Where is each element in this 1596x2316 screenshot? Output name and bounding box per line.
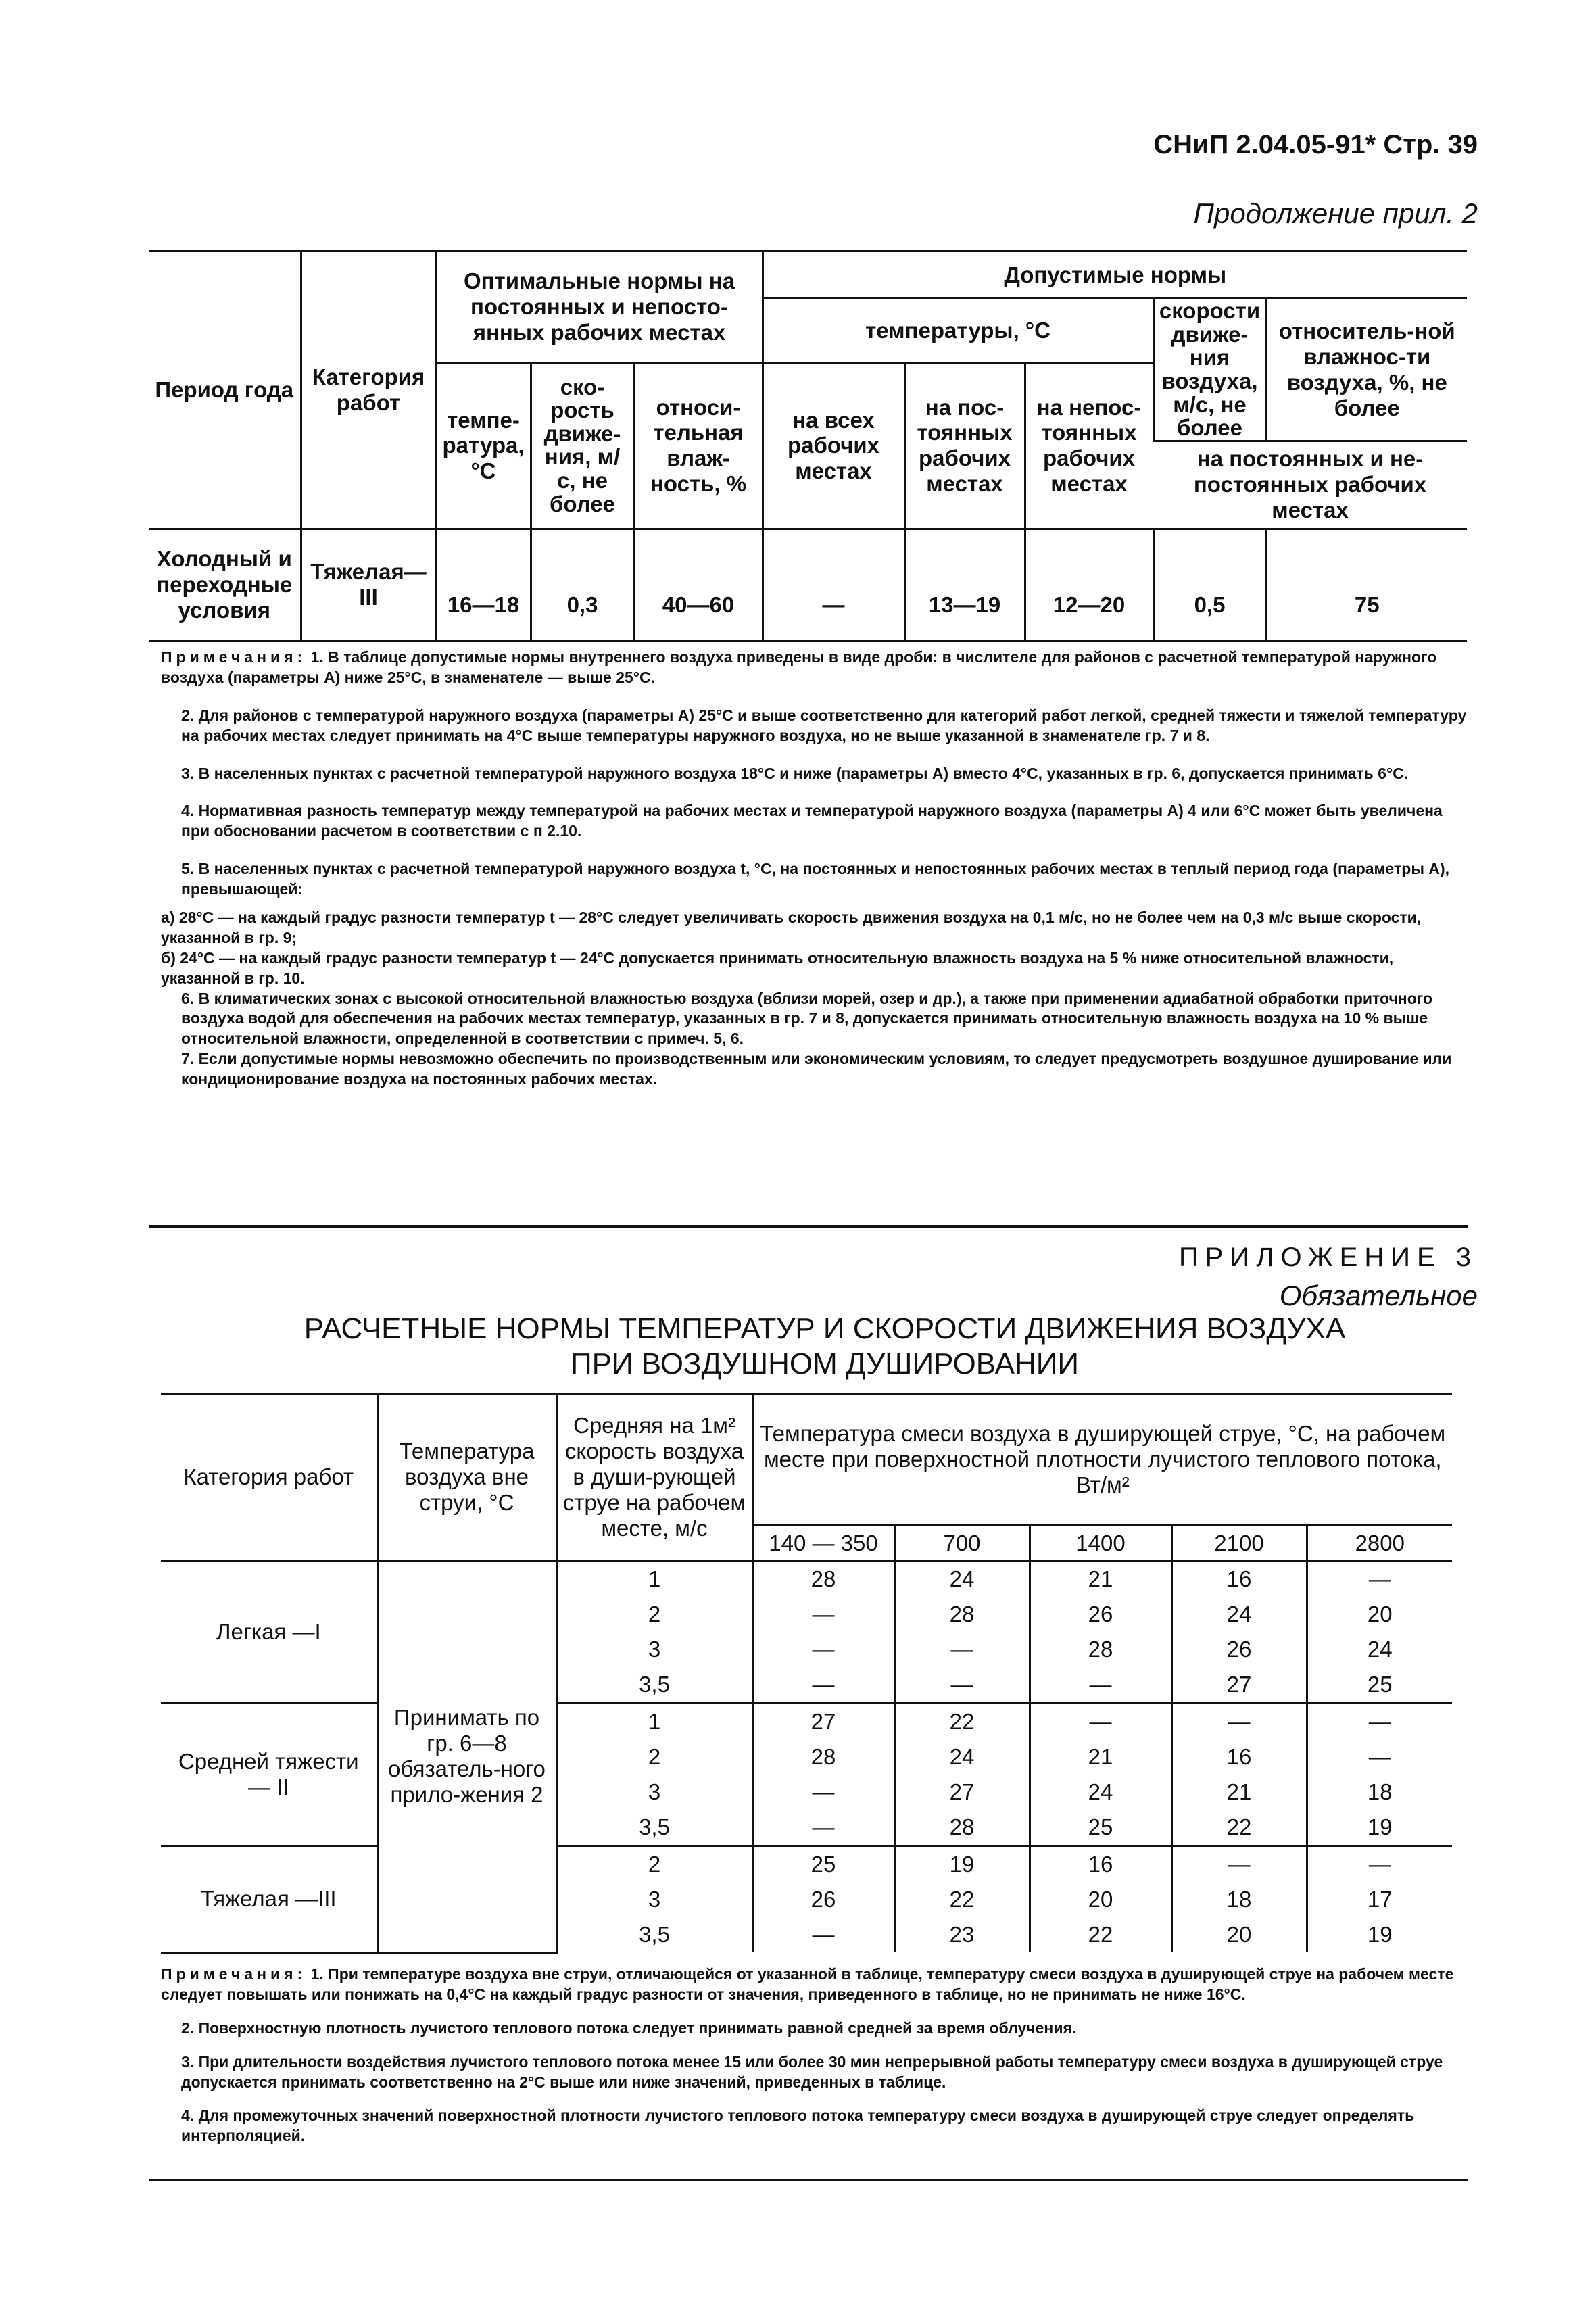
row-speed: 1: [556, 1561, 752, 1597]
row-value: —: [752, 1667, 894, 1704]
row-value: —: [1307, 1704, 1452, 1740]
row-value: 28: [1030, 1632, 1171, 1667]
row-temp-out: Принимать по гр. 6—8 обязатель-ного прило-жения 2: [377, 1561, 556, 1953]
row-value: 26: [1030, 1597, 1171, 1632]
table-row: [161, 1704, 1452, 1740]
head-const-nonconst: на постоянных и не-постоянных рабочих местах: [1153, 441, 1467, 529]
note-4: 4. Нормативная разность температур между температурой на рабочих местах и температурой наружного воздуха (параметры А) 4 или 6°С может быть увеличена при обосновании расчетом в соответствии с п 2.10.: [181, 802, 1443, 840]
row-value: 24: [1030, 1775, 1171, 1810]
row-value: 25: [1307, 1667, 1452, 1704]
row-temp-const: 13—19: [904, 529, 1025, 640]
head-temp-out: Температура воздуха вне струи, °С: [377, 1394, 556, 1561]
row-value: —: [752, 1810, 894, 1846]
row-speed: 3: [556, 1882, 752, 1917]
head-speed: Средняя на 1м² скорость воздуха в души-рующей струе на рабочем месте, м/с: [556, 1394, 752, 1561]
note-5a: а) 28°С — на каждый градус разности температур t — 28°С следует увеличивать скорость движения воздуха на 0,1 м/с, но не более чем на 0,3 м/с выше скорости, указанной в гр. 9;: [161, 909, 1422, 946]
row-value: —: [752, 1917, 894, 1952]
head-opt-temp: темпе-ратура, °С: [436, 363, 531, 529]
row-speed: 3,5: [556, 1917, 752, 1952]
row-value: 20: [1307, 1597, 1452, 1632]
row-value: 22: [894, 1704, 1030, 1740]
row-value: —: [1171, 1704, 1307, 1740]
notes-table1: [161, 648, 1469, 1090]
appendix-label: ПРИЛОЖЕНИЕ 3: [1179, 1243, 1478, 1272]
appendix-status: Обязательное: [1279, 1280, 1478, 1311]
appendix-title-line1: РАСЧЕТНЫЕ НОРМЫ ТЕМПЕРАТУР И СКОРОСТИ ДВИЖЕНИЯ ВОЗДУХА: [304, 1312, 1346, 1345]
head-mix-temp: Температура смеси воздуха в душирующей струе, °С, на рабочем месте при поверхностной плотности лучистого теплового потока, Вт/м²: [752, 1394, 1452, 1526]
row-value: 20: [1171, 1917, 1307, 1952]
row-value: 21: [1030, 1739, 1171, 1775]
head-allowed-speed: скорости движе-ния воздуха, м/с, не более: [1153, 299, 1266, 441]
row-value: —: [1307, 1561, 1452, 1597]
row-value: 18: [1307, 1775, 1452, 1810]
row-value: —: [752, 1597, 894, 1632]
continuation-label: Продолжение прил. 2: [1193, 197, 1478, 229]
row-speed: 3: [556, 1775, 752, 1810]
row-value: 22: [894, 1882, 1030, 1917]
row-category: Легкая —I: [161, 1561, 377, 1704]
row-value: 26: [752, 1882, 894, 1917]
row-value: 25: [1030, 1810, 1171, 1846]
row-value: —: [894, 1632, 1030, 1667]
section-divider: [149, 1225, 1468, 1228]
note-3: 3. В населенных пунктах с расчетной температурой наружного воздуха 18°С и ниже (параметры А) вместо 4°С, указанных в гр. 6, допускается принимать 6°С.: [181, 764, 1409, 782]
note2-2: 2. Поверхностную плотность лучистого теплового потока следует принимать равной средней за время облучения.: [181, 2019, 1077, 2037]
appendix-title-line2: ПРИ ВОЗДУШНОМ ДУШИРОВАНИИ: [570, 1347, 1080, 1380]
row-value: 24: [1171, 1597, 1307, 1632]
row-value: 19: [1307, 1810, 1452, 1846]
note-2: 2. Для районов с температурой наружного воздуха (параметры А) 25°С и выше соответственно для категорий работ легкой, средней тяжести и тяжелой температуру на рабочих местах следует принимать на 4°С выше температуры наружного воздуха, но не выше указанной в знаменателе гр. 7 и 8.: [181, 706, 1467, 744]
page-code: СНиП 2.04.05-91* Стр. 39: [1153, 130, 1478, 160]
row-hum: 75: [1266, 529, 1467, 640]
table-allowed-norms: [149, 250, 1467, 642]
notes2-label: Примечания:: [161, 1965, 307, 1983]
head-allowed-hum: относитель-ной влажнос-ти воздуха, %, не более: [1266, 299, 1467, 441]
row-opt-temp: 16—18: [436, 529, 531, 640]
row-value: —: [894, 1667, 1030, 1704]
row-value: 27: [1171, 1667, 1307, 1704]
row-category: Тяжелая —III: [161, 1846, 377, 1953]
row-value: 22: [1171, 1810, 1307, 1846]
row-value: 24: [894, 1739, 1030, 1775]
row-period: Холодный и переходные условия: [149, 529, 301, 640]
row-value: —: [1171, 1846, 1307, 1883]
note2-3: 3. При длительности воздействия лучистого теплового потока менее 15 или более 30 мин непрерывной работы температуру смеси воздуха в душирующей струе допускается принимать соответственно на 2°С выше или ниже значений, приведенных в таблице.: [181, 2052, 1443, 2091]
row-value: 19: [1307, 1917, 1452, 1952]
row-value: 23: [894, 1917, 1030, 1952]
row-value: —: [1307, 1739, 1452, 1775]
table-row: [161, 1846, 1452, 1883]
row-speed: 0,5: [1153, 529, 1266, 640]
row-value: 16: [1030, 1846, 1171, 1883]
row-speed: 3,5: [556, 1667, 752, 1704]
row-speed: 2: [556, 1739, 752, 1775]
bottom-rule: [149, 2179, 1468, 2181]
note2-4: 4. Для промежуточных значений поверхностной плотности лучистого теплового потока температуру смеси воздуха в душирующей струе следует определять интерполяцией.: [181, 2106, 1415, 2145]
row-value: 28: [894, 1597, 1030, 1632]
table-row: [161, 1561, 1452, 1597]
head-opt-hum: относи-тельная влаж-ность, %: [634, 363, 763, 529]
head-col-140-350: 140 — 350: [752, 1526, 894, 1561]
head-optimal: Оптимальные нормы на постоянных и непосто-янных рабочих местах: [436, 251, 763, 363]
row-value: 19: [894, 1846, 1030, 1883]
row-value: —: [1307, 1846, 1452, 1883]
row-value: 16: [1171, 1739, 1307, 1775]
row-value: 20: [1030, 1882, 1171, 1917]
row-value: 22: [1030, 1917, 1171, 1952]
head-col-2800: 2800: [1307, 1526, 1452, 1561]
row-value: 28: [752, 1739, 894, 1775]
head-temp-all: на всех рабочих местах: [763, 363, 904, 529]
note-5b: б) 24°С — на каждый градус разности температур t — 24°С допускается принимать относительную влажность воздуха на 5 % ниже относительной влажности, указанной в гр. 10.: [161, 948, 1394, 987]
row-opt-speed: 0,3: [531, 529, 634, 640]
row-value: 28: [894, 1810, 1030, 1846]
head-col-1400: 1400: [1030, 1526, 1171, 1561]
note-1: 1. В таблице допустимые нормы внутреннего воздуха приведены в виде дроби: в числителе для районов с расчетной температурой наружного воздуха (параметры А) ниже 25°С, в знаменателе — выше 25°С.: [161, 648, 1437, 686]
row-category: Тяжелая— III: [301, 529, 436, 640]
head-col-700: 700: [894, 1526, 1030, 1561]
row-value: 27: [752, 1704, 894, 1740]
row-value: —: [752, 1632, 894, 1667]
row-speed: 2: [556, 1846, 752, 1883]
note-5: 5. В населенных пунктах с расчетной температурой наружного воздуха t, °С, на постоянных и непостоянных рабочих местах в теплый период года (параметры А), превышающей:: [181, 860, 1450, 898]
notes-table2: [161, 1964, 1469, 2146]
row-value: 24: [894, 1561, 1030, 1597]
row-temp-nonconst: 12—20: [1025, 529, 1153, 640]
row-speed: 2: [556, 1597, 752, 1632]
row-value: —: [752, 1775, 894, 1810]
row-value: 16: [1171, 1561, 1307, 1597]
head-category: Категория работ: [301, 251, 436, 529]
note-6: 6. В климатических зонах с высокой относительной влажностью воздуха (вблизи морей, озер и др.), а также при применении адиабатной обработки приточного воздуха водой для обеспечения на рабочих местах температур, указанных в гр. 7 и 8, допускается принимать относительную влажность воздуха на 10 % выше относительной влажности, определенной в соответствии с примеч. 5, 6.: [181, 989, 1433, 1048]
row-speed: 3,5: [556, 1810, 752, 1846]
head-category: Категория работ: [161, 1394, 377, 1561]
row-value: —: [1030, 1667, 1171, 1704]
row-value: 28: [752, 1561, 894, 1597]
table-air-shower-norms: [161, 1393, 1452, 1954]
note2-1: 1. При температуре воздуха вне струи, отличающейся от указанной в таблице, температуру смеси воздуха в душирующей струе на рабочем месте следует повышать или понижать на 0,4°С на каждый градус разности от значения, приведенного в таблице, но не принимать не ниже 16°С.: [161, 1965, 1454, 2003]
head-allowed: Допустимые нормы: [763, 251, 1467, 299]
head-temp-const: на пос-тоянных рабочих местах: [904, 363, 1025, 529]
head-temp-nonconst: на непос-тоянных рабочих местах: [1025, 363, 1153, 529]
head-col-2100: 2100: [1171, 1526, 1307, 1561]
notes-label: Примечания:: [161, 648, 307, 666]
row-value: 18: [1171, 1882, 1307, 1917]
row-speed: 3: [556, 1632, 752, 1667]
row-value: 26: [1171, 1632, 1307, 1667]
row-category: Средней тяжести — II: [161, 1704, 377, 1846]
row-temp-all: —: [763, 529, 904, 640]
row-value: 17: [1307, 1882, 1452, 1917]
row-value: 24: [1307, 1632, 1452, 1667]
row-value: 21: [1030, 1561, 1171, 1597]
head-allowed-temp: температуры, °С: [763, 299, 1153, 363]
row-speed: 1: [556, 1704, 752, 1740]
note-7: 7. Если допустимые нормы невозможно обеспечить по производственным или экономическим условиям, то следует предусмотреть воздушное душирование или кондиционирование воздуха на постоянных рабочих местах.: [181, 1050, 1452, 1088]
row-value: 27: [894, 1775, 1030, 1810]
row-value: 21: [1171, 1775, 1307, 1810]
head-opt-speed: ско-рость движе-ния, м/с, не более: [531, 363, 634, 529]
table2-body: [161, 1561, 1452, 1953]
row-value: —: [1030, 1704, 1171, 1740]
head-period: Период года: [149, 251, 301, 529]
row-value: 25: [752, 1846, 894, 1883]
row-opt-hum: 40—60: [634, 529, 763, 640]
